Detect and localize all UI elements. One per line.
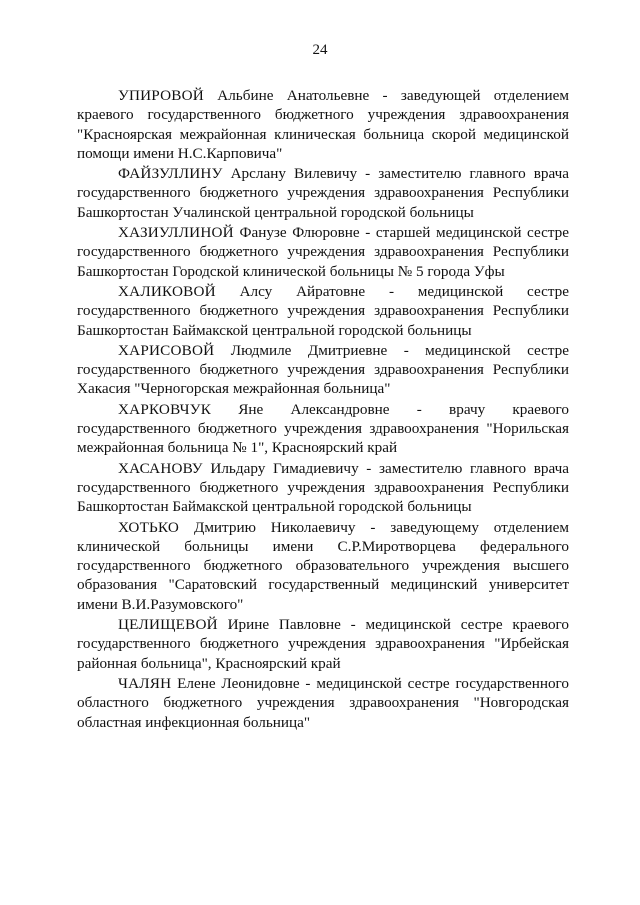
list-item <box>77 86 569 163</box>
entry-text: Ирине Павловне - медицинской сестре краевого государственного бюджетного учреждения здравоохранения "Ирбейская районная больница", Красноярский край <box>77 616 569 672</box>
list-item <box>77 282 569 340</box>
surname: ХАЛИКОВОЙ <box>118 282 216 300</box>
surname: УПИРОВОЙ <box>118 87 204 104</box>
entry-text: Яне Александровне - врачу краевого государственного бюджетного учреждения здравоохранения "Норильская межрайонная больница № 1", Красноярский край <box>77 400 569 457</box>
surname: ХОТЬКО <box>118 518 180 536</box>
award-list <box>77 86 569 733</box>
list-item <box>77 164 569 222</box>
surname: ХАРИСОВОЙ <box>118 341 215 359</box>
list-item <box>77 341 569 399</box>
surname: ФАЙЗУЛЛИНУ <box>118 165 223 183</box>
entry-text: Дмитрию Николаевичу - заведующему отделением клинической больницы имени С.Р.Миротворцева федерального государственного бюджетного образовательного учреждения высшего образования "Саратовский государственный медицинский университет имени В.И.Разумовского" <box>77 518 569 613</box>
entry-text: Алсу Айратовне - медицинской сестре государственного бюджетного учреждения здравоохранения Республики Башкортостан Баймакской центральной городской больницы <box>77 282 570 339</box>
list-item <box>77 674 569 732</box>
surname: ЦЕЛИЩЕВОЙ <box>118 616 218 634</box>
list-item <box>77 615 569 673</box>
entry-text: Ильдару Гимадиевичу - заместителю главного врача государственного бюджетного учреждения здравоохранения Республики Башкортостан Баймакской центральной городской больницы <box>77 459 569 516</box>
list-item <box>77 518 569 614</box>
entry-text: Людмиле Дмитриевне - медицинской сестре государственного бюджетного учреждения здравоохранения Республики Хакасия "Черногорская межрайонная больница" <box>77 341 570 398</box>
surname: ХАСАНОВУ <box>118 459 203 477</box>
list-item <box>77 459 569 517</box>
surname: ЧАЛЯН <box>118 674 172 692</box>
entry-text: Арслану Вилевичу - заместителю главного врача государственного бюджетного учреждения здравоохранения Республики Башкортостан Учалинской центральной городской больницы <box>77 165 569 221</box>
list-item <box>77 400 569 458</box>
entry-text: Альбине Анатольевне - заведующей отделением краевого государственного бюджетного учреждения здравоохранения "Красноярская межрайонная клиническая больница скорой медицинской помощи имени Н.С.Карповича" <box>77 87 569 162</box>
surname: ХАЗИУЛЛИНОЙ <box>118 224 234 242</box>
page-number: 24 <box>312 42 328 58</box>
entry-text: Фанузе Флюровне - старшей медицинской сестре государственного бюджетного учреждения здравоохранения Республики Башкортостан Городской клинической больницы № 5 города Уфы <box>77 224 569 280</box>
list-item <box>77 223 569 281</box>
entry-text: Елене Леонидовне - медицинской сестре государственного областного бюджетного учреждения здравоохранения "Новгородская областная инфекционная больница" <box>77 674 569 731</box>
surname: ХАРКОВЧУК <box>118 400 212 418</box>
